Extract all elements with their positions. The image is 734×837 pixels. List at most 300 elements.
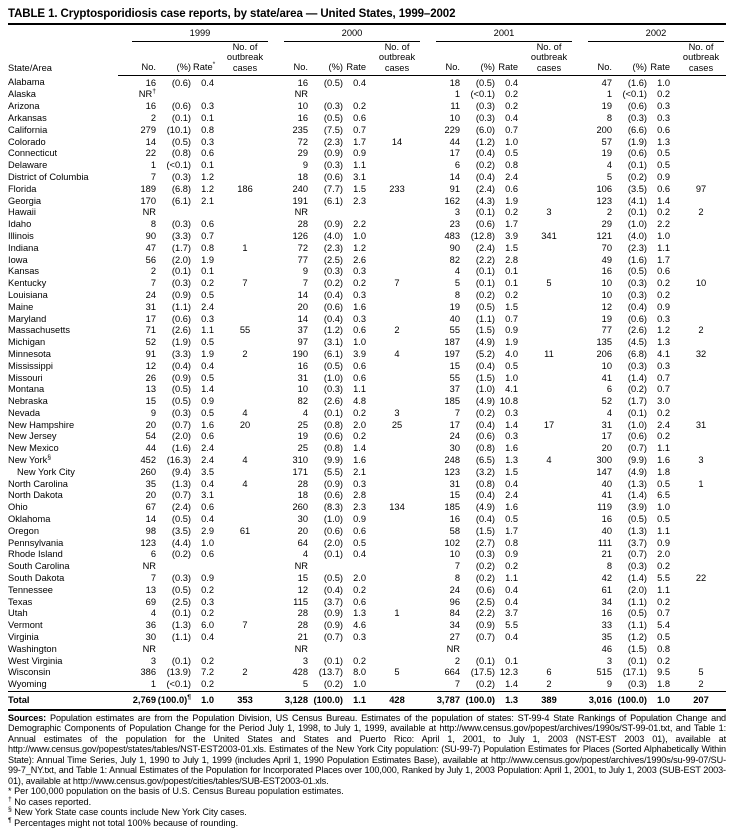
value-cell: (0.2) [475, 160, 495, 171]
value-cell: (0.3) [323, 384, 343, 395]
value-cell: (0.4) [475, 419, 495, 430]
value-cell: 135 [596, 337, 612, 348]
value-cell: 1.6 [201, 419, 214, 430]
value-cell: 0.2 [657, 596, 670, 607]
value-cell: 121 [596, 230, 612, 241]
value-cell [676, 384, 726, 396]
value-cell: 0.6 [353, 360, 366, 371]
value-cell: (2.7) [475, 537, 495, 548]
value-cell: 8.0 [353, 667, 366, 678]
value-cell: 106 [596, 183, 612, 194]
value-cell: 1.4 [201, 384, 214, 395]
value-cell: 0.2 [353, 584, 366, 595]
value-cell [372, 644, 422, 656]
value-cell [345, 89, 372, 101]
value-cell: (3.7) [323, 596, 343, 607]
table-row [8, 160, 726, 172]
value-cell: 2.4 [505, 490, 518, 501]
header-year-row [8, 25, 726, 42]
value-cell: 8 [150, 219, 156, 230]
value-cell [220, 585, 270, 597]
value-cell: 1.5 [505, 242, 518, 253]
value-cell: 23 [449, 219, 460, 230]
value-cell: 1.0 [505, 372, 518, 383]
value-cell: 2.4 [201, 455, 214, 466]
value-cell: (0.1) [627, 655, 647, 666]
value-cell: (1.6) [171, 443, 191, 454]
value-cell [372, 549, 422, 561]
value-cell: 7 [394, 278, 400, 289]
value-cell: 119 [597, 502, 612, 513]
value-cell: (<0.1) [622, 89, 647, 100]
value-cell [193, 644, 220, 656]
value-cell: (0.4) [475, 514, 495, 525]
value-cell: 0.2 [657, 407, 670, 418]
value-cell: 0.6 [201, 148, 214, 159]
value-cell: 4.1 [505, 384, 518, 395]
value-cell: (0.7) [323, 632, 343, 643]
value-cell: 24 [449, 431, 460, 442]
value-cell: 0.4 [201, 632, 214, 643]
value-cell: (4.1) [627, 195, 647, 206]
value-cell: 115 [293, 596, 308, 607]
value-cell: (8.3) [323, 502, 343, 513]
value-cell: 1 [150, 679, 156, 690]
value-cell: 1 [698, 478, 704, 489]
value-cell [676, 526, 726, 538]
value-cell: 0.2 [657, 655, 670, 666]
value-cell: 3.7 [505, 608, 518, 619]
value-cell: 0.9 [201, 573, 214, 584]
value-cell: (0.6) [323, 490, 343, 501]
value-cell: (0.8) [475, 478, 495, 489]
value-cell: 0.8 [201, 124, 214, 135]
area-name-cell: North Dakota [8, 490, 63, 501]
table-row [8, 585, 726, 597]
value-cell: 29 [297, 148, 308, 159]
value-cell [676, 290, 726, 302]
value-cell: 17 [601, 431, 612, 442]
sources-note [8, 713, 726, 787]
column-header: Rate [497, 42, 524, 75]
value-cell: (0.9) [323, 148, 343, 159]
value-cell [460, 644, 497, 656]
value-cell: 0.1 [505, 278, 518, 289]
table-row [8, 644, 726, 656]
value-cell [524, 361, 574, 373]
value-cell: (1.5) [475, 372, 495, 383]
value-cell: (0.4) [323, 584, 343, 595]
year-header-1999 [118, 25, 270, 42]
value-cell: 1.1 [353, 384, 366, 395]
value-cell [524, 479, 574, 491]
area-name-cell: Oklahoma [8, 514, 51, 525]
value-cell [308, 89, 345, 101]
value-cell: NR [142, 207, 156, 218]
value-cell: 2 [546, 679, 552, 690]
area-name-cell: Missouri [8, 372, 43, 383]
value-cell: 7 [454, 561, 460, 572]
value-cell: 0.5 [201, 407, 214, 418]
value-cell: (1.3) [171, 620, 191, 631]
value-cell: 0.9 [353, 514, 366, 525]
area-name-cell: Mississippi [8, 360, 53, 371]
value-cell: (3.3) [171, 348, 191, 359]
value-cell: 0.3 [201, 596, 214, 607]
value-cell: 15 [297, 573, 308, 584]
value-cell: 28 [297, 219, 308, 230]
column-header [372, 42, 422, 75]
table-title: TABLE 1. Cryptosporidiosis case reports, by state/area — United States, 1999–2002 [8, 5, 726, 25]
value-cell [524, 337, 574, 349]
value-cell: 28 [297, 608, 308, 619]
value-cell: 1.0 [657, 230, 670, 241]
value-cell: 162 [444, 195, 460, 206]
value-cell [676, 585, 726, 597]
value-cell [372, 597, 422, 609]
value-cell: (0.1) [475, 266, 495, 277]
value-cell: 483 [444, 230, 460, 241]
value-cell [372, 479, 422, 491]
value-cell: (0.3) [475, 101, 495, 112]
value-cell: 206 [596, 348, 612, 359]
value-cell: (1.1) [475, 313, 495, 324]
table-body [8, 75, 726, 691]
value-cell: 46 [601, 643, 612, 654]
value-cell: 16 [297, 112, 308, 123]
value-cell: 4.1 [657, 348, 670, 359]
value-cell: 30 [297, 514, 308, 525]
value-cell [372, 561, 422, 573]
value-cell [676, 644, 726, 656]
value-cell: 1.2 [201, 183, 214, 194]
value-cell: 18 [449, 77, 460, 88]
value-cell: (0.2) [627, 384, 647, 395]
value-cell: 6 [150, 549, 156, 560]
value-cell: 5 [394, 667, 400, 678]
value-cell: 35 [145, 478, 156, 489]
value-cell: 2.1 [201, 195, 214, 206]
value-cell: (0.7) [627, 549, 647, 560]
value-cell: NR [294, 89, 308, 100]
value-cell: (0.4) [475, 360, 495, 371]
value-cell: 4 [242, 455, 248, 466]
value-cell: (4.0) [323, 230, 343, 241]
value-cell: 1.2 [201, 171, 214, 182]
value-cell: 1.4 [657, 195, 670, 206]
value-cell: 1.0 [201, 537, 214, 548]
value-cell [676, 608, 726, 620]
value-cell: (12.8) [470, 230, 495, 241]
table-row [8, 184, 726, 196]
value-cell: (0.1) [171, 608, 191, 619]
area-name-cell: Hawaii [8, 207, 36, 218]
area-name-cell: Maine [8, 301, 34, 312]
total-value-cell: (100.0) [308, 692, 345, 710]
value-cell: (9.4) [171, 466, 191, 477]
value-cell: 14 [449, 171, 460, 182]
value-cell: 1.1 [657, 242, 670, 253]
value-cell: 170 [140, 195, 156, 206]
table-row [8, 467, 726, 479]
value-cell [676, 620, 726, 632]
value-cell [676, 514, 726, 526]
value-cell: (1.1) [627, 620, 647, 631]
value-cell: 36 [145, 620, 156, 631]
value-cell: 0.3 [201, 136, 214, 147]
value-cell: (4.9) [475, 502, 495, 513]
value-cell: (4.9) [475, 337, 495, 348]
value-cell [220, 679, 270, 691]
value-cell: (0.6) [475, 584, 495, 595]
value-cell [220, 608, 270, 620]
value-cell: 0.5 [657, 478, 670, 489]
value-cell: 7 [302, 278, 308, 289]
value-cell: 0.2 [505, 289, 518, 300]
value-cell: (2.3) [323, 242, 343, 253]
value-cell [220, 384, 270, 396]
value-cell: 1.1 [657, 525, 670, 536]
value-cell [372, 538, 422, 550]
value-cell [372, 337, 422, 349]
table-row [8, 679, 726, 691]
value-cell: (0.2) [475, 679, 495, 690]
value-cell [524, 255, 574, 267]
value-cell: (0.2) [171, 549, 191, 560]
value-cell: (0.7) [627, 443, 647, 454]
value-cell: 0.5 [657, 514, 670, 525]
area-name-cell: Florida [8, 183, 37, 194]
value-cell: (16.3) [166, 455, 191, 466]
total-value-cell: (100.0) [612, 692, 649, 710]
value-cell: (0.3) [475, 112, 495, 123]
table-row [8, 255, 726, 267]
value-cell [676, 538, 726, 550]
value-cell: 4 [606, 160, 612, 171]
value-cell [524, 431, 574, 443]
value-cell [372, 266, 422, 278]
value-cell: 0.4 [201, 478, 214, 489]
value-cell: (1.5) [475, 525, 495, 536]
footnote-symbol: ¶ [8, 816, 12, 824]
value-cell: 16 [145, 77, 156, 88]
value-cell: 386 [140, 667, 156, 678]
table-row [8, 196, 726, 208]
value-cell: (0.1) [323, 407, 343, 418]
value-cell: 190 [292, 348, 308, 359]
value-cell: 77 [601, 325, 612, 336]
value-cell: 8 [454, 573, 460, 584]
value-cell [220, 373, 270, 385]
value-cell [220, 207, 270, 219]
value-cell: 47 [601, 77, 612, 88]
value-cell: 55 [449, 325, 460, 336]
area-name-cell: Nebraska [8, 396, 48, 407]
value-cell: 0.6 [353, 372, 366, 383]
column-header: (%) [612, 42, 649, 75]
value-cell [220, 644, 270, 656]
table-row [8, 667, 726, 679]
value-cell: 17 [449, 419, 460, 430]
value-cell [524, 585, 574, 597]
total-value-cell: 3,787 [422, 692, 460, 710]
value-cell: (0.8) [475, 443, 495, 454]
value-cell [524, 632, 574, 644]
value-cell [676, 632, 726, 644]
value-cell: 61 [601, 584, 612, 595]
value-cell: (0.5) [171, 136, 191, 147]
value-cell: 52 [145, 337, 156, 348]
value-cell: (1.5) [627, 643, 647, 654]
table-row [8, 314, 726, 326]
value-cell: 19 [601, 313, 612, 324]
value-cell: 1.1 [657, 584, 670, 595]
value-cell: NR† [138, 88, 156, 100]
value-cell: 191 [292, 195, 308, 206]
value-cell: 10 [297, 101, 308, 112]
year-label: 2001 [436, 28, 572, 42]
value-cell: 3.5 [201, 466, 214, 477]
value-cell: 0.4 [505, 584, 518, 595]
value-cell: 2 [242, 667, 248, 678]
value-cell: 47 [145, 242, 156, 253]
value-cell: 1 [606, 89, 612, 100]
value-cell: 0.9 [505, 325, 518, 336]
value-cell: 16 [449, 514, 460, 525]
table-row [8, 526, 726, 538]
value-cell [524, 75, 574, 89]
value-cell: (1.0) [627, 219, 647, 230]
value-cell: 1.0 [505, 136, 518, 147]
value-cell: 84 [449, 608, 460, 619]
area-name-cell: Louisiana [8, 289, 48, 300]
value-cell: 6 [454, 160, 460, 171]
value-cell: (0.6) [323, 171, 343, 182]
value-cell: (0.6) [627, 313, 647, 324]
table-row [8, 101, 726, 113]
value-cell: 37 [297, 325, 308, 336]
value-cell: 1.0 [353, 679, 366, 690]
value-cell: 2.2 [353, 219, 366, 230]
value-cell: 1.9 [505, 195, 518, 206]
value-cell: 19 [601, 148, 612, 159]
value-cell: (2.3) [627, 242, 647, 253]
table-row [8, 266, 726, 278]
value-cell: 2 [454, 655, 460, 666]
value-cell [220, 337, 270, 349]
value-cell: (0.3) [171, 171, 191, 182]
value-cell [676, 302, 726, 314]
value-cell: 20 [297, 525, 308, 536]
value-cell [220, 443, 270, 455]
value-cell: (<0.1) [166, 679, 191, 690]
value-cell: (2.2) [475, 608, 495, 619]
value-cell: (17.1) [622, 667, 647, 678]
value-cell: 0.4 [505, 77, 518, 88]
value-cell: 34 [601, 596, 612, 607]
value-cell: 3 [606, 655, 612, 666]
value-cell: (0.1) [171, 112, 191, 123]
value-cell: 1 [454, 89, 460, 100]
value-cell: NR [142, 643, 156, 654]
value-cell: 0.2 [505, 89, 518, 100]
value-cell: 25 [391, 419, 403, 430]
value-cell [524, 502, 574, 514]
table-row [8, 620, 726, 632]
value-cell [676, 502, 726, 514]
value-cell: (0.1) [475, 655, 495, 666]
value-cell [220, 573, 270, 585]
value-cell: 0.2 [353, 407, 366, 418]
value-cell [372, 255, 422, 267]
value-cell [372, 490, 422, 502]
value-cell [220, 219, 270, 231]
value-cell: 9.5 [657, 667, 670, 678]
area-name-cell: Michigan [8, 337, 46, 348]
value-cell: 5 [454, 278, 460, 289]
value-cell: 4 [454, 266, 460, 277]
value-cell [524, 384, 574, 396]
value-cell: (1.2) [323, 325, 343, 336]
value-cell: (0.1) [627, 407, 647, 418]
value-cell: 1.1 [657, 443, 670, 454]
value-cell: 14 [145, 514, 156, 525]
value-cell [524, 644, 574, 656]
value-cell: 90 [449, 242, 460, 253]
area-name-cell: Arkansas [8, 112, 47, 123]
value-cell: (0.6) [323, 431, 343, 442]
value-cell: 91 [145, 348, 156, 359]
value-cell: (0.1) [171, 655, 191, 666]
column-header: (%) [460, 42, 497, 75]
outbreak-cases-header: No. of outbreak cases [378, 41, 416, 73]
value-cell: (<0.1) [166, 160, 191, 171]
value-cell: 0.3 [201, 101, 214, 112]
value-cell: (0.5) [627, 514, 647, 525]
value-cell: (9.9) [627, 455, 647, 466]
value-cell: 52 [601, 396, 612, 407]
value-cell: (4.4) [171, 537, 191, 548]
value-cell: (4.0) [627, 230, 647, 241]
value-cell: (10.1) [166, 124, 191, 135]
footnote: ¶ Percentages might not total 100% because of rounding. [8, 816, 239, 828]
value-cell: 1.0 [353, 337, 366, 348]
footnote: * Per 100,000 population on the basis of U.S. Census Bureau population estimates. [8, 786, 344, 797]
value-cell: (0.9) [171, 289, 191, 300]
value-cell: 7 [150, 278, 156, 289]
value-cell: 310 [292, 455, 308, 466]
value-cell: (0.1) [323, 655, 343, 666]
footnote-symbol: † [8, 795, 12, 803]
value-cell: 0.4 [353, 549, 366, 560]
area-name-cell: Alabama [8, 77, 45, 88]
value-cell: 0.2 [505, 207, 518, 218]
value-cell: 3 [394, 407, 400, 418]
value-cell: 4 [546, 455, 552, 466]
value-cell: 30 [449, 443, 460, 454]
total-label-cell: Total [8, 692, 118, 710]
area-name-cell: Georgia [8, 195, 42, 206]
value-cell: 123 [444, 466, 460, 477]
value-cell: 8 [606, 112, 612, 123]
value-cell [220, 255, 270, 267]
column-header: Rate* [193, 42, 220, 75]
column-header: Rate [649, 42, 676, 75]
value-cell [345, 561, 372, 573]
value-cell: (0.3) [627, 112, 647, 123]
area-name-cell: Virginia [8, 632, 39, 643]
area-name-cell: New York§ [8, 453, 52, 466]
